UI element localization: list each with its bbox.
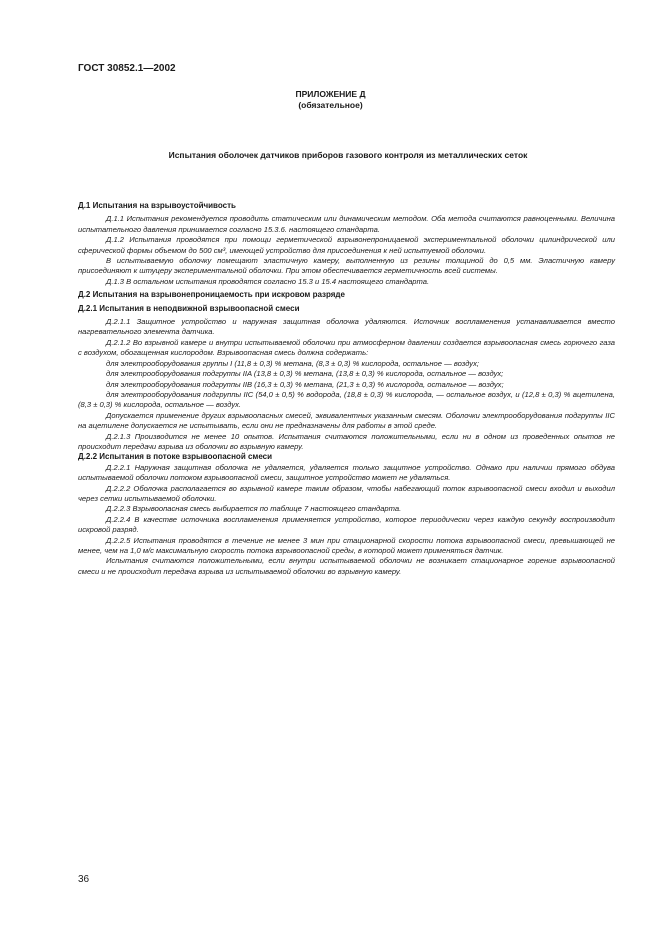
appendix-subtitle: (обязательное) — [298, 100, 363, 110]
paragraph: для электрооборудования подгруппы IIC (54,0 ± 0,5) % водорода, (18,8 ± 0,3) % кислорода, — остальное воздух, и (12,8 ± 0,3) % ацетилена, (8,3 ± 0,3) % кислорода, остальное — воздух. — [78, 389, 615, 410]
paragraph: Д.2.2.1 Наружная защитная оболочка не удаляется, удаляется только защитное устройство. Однако при наличии прямого обдува испытываемой оболочки потоком взрывоопасной смеси, защитное устройство может не удаляться. — [78, 462, 615, 483]
paragraph: Д.2.2.3 Взрывоопасная смесь выбирается по таблице 7 настоящего стандарта. — [106, 504, 402, 514]
paragraph: Д.2.2.4 В качестве источника воспламенения применяется устройство, которое периодически через каждую секунду воспроизводит искровой разряд. — [78, 514, 615, 535]
page-number: 36 — [78, 874, 90, 885]
paragraph: В испытываемую оболочку помещают эластичную камеру, выполненную из резины толщиной до 0,5 мм. Эластичную камеру присоединяют к штуцеру экспериментальной оболочки. При этом обеспечивается герметичность всей системы. — [78, 256, 615, 276]
paragraph: для электрооборудования подгруппы IIB (16,3 ± 0,3) % метана, (21,3 ± 0,3) % кислорода, остальное — воздух; — [106, 379, 504, 389]
paragraph: Д.1.1 Испытания рекомендуется проводить статическим или динамическим методом. Оба метода считаются равноценными. Величина испытательного давления принимается согласно 15.3.6. настоящего стандарта. — [78, 214, 615, 234]
paragraph: для электрооборудования подгруппы IIA (13,8 ± 0,3) % метана, (13,8 ± 0,3) % кислорода, остальное — воздух; — [106, 369, 504, 379]
document-body — [78, 201, 615, 577]
section-heading-d21: Д.2.1 Испытания в неподвижной взрывоопасной смеси — [78, 303, 300, 313]
paragraph: Д.2.1.1 Защитное устройство и наружная защитная оболочка удаляются. Источник воспламенения устанавливается вместо нагревательного элемента датчика. — [78, 317, 615, 337]
paragraph: Д.1.2 Испытания проводятся при помощи герметической взрывонепроницаемой экспериментальной оболочки цилиндрической или сферической формы объемом до 500 см³, имеющей устройство для присоединения к ней испытуемой оболочки. — [78, 235, 615, 255]
paragraph: Испытания считаются положительными, если внутри испытываемой оболочки не возникает стационарное горение взрывоопасной смеси и не происходит передача взрыва из испытываемой оболочки во взрывную камеру. — [78, 556, 615, 576]
document-title: Испытания оболочек датчиков приборов газового контроля из металлических сеток — [168, 150, 528, 160]
section-heading-d2: Д.2 Испытания на взрывонепроницаемость при искровом разряде — [78, 290, 345, 300]
appendix-title: ПРИЛОЖЕНИЕ Д — [295, 89, 366, 99]
section-heading-d22: Д.2.2 Испытания в потоке взрывоопасной смеси — [78, 452, 273, 462]
paragraph: Д.2.2.2 Оболочка располагается во взрывной камере таким образом, чтобы набегающий поток взрывоопасной смеси входил и выходил через сетки испытываемой оболочки. — [78, 483, 615, 503]
standard-header: ГОСТ 30852.1—2002 — [78, 63, 176, 74]
section-heading-d1: Д.1 Испытания на взрывоустойчивость — [78, 201, 236, 210]
paragraph: Д.2.2.5 Испытания проводятся в течение не менее 3 мин при стационарной скорости потока взрывоопасной смеси, превышающей не менее, чем на 1,0 м/с максимальную скорость потока взрывоопасной среды, в которой может применяться датчик. — [78, 535, 615, 555]
paragraph: Допускается применение других взрывоопасных смесей, эквивалентных указанным смесям. Оболочки электрооборудования подгруппы IIC на ацетилене допускается не испытывать, если они не предназначены для работы в этой среде. — [78, 410, 615, 431]
paragraph: Д.2.1.2 Во взрывной камере и внутри испытываемой оболочки при атмосферном давлении создается взрывоопасная смесь горючего газа с воздухом, обогащенная кислородом. Взрывоопасная смесь должна содержать: — [78, 337, 615, 358]
paragraph: Д.1.3 В остальном испытания проводятся согласно 15.3 и 15.4 настоящего стандарта. — [106, 276, 430, 286]
paragraph: Д.2.1.3 Производится не менее 10 опытов. Испытания считаются положительными, если ни в одном из проведенных опытов не происходит передачи взрыва из оболочки во взрывную камеру. — [78, 431, 615, 451]
paragraph: для электрооборудования группы I (11,8 ± 0,3) % метана, (8,3 ± 0,3) % кислорода, остальное — воздух; — [106, 358, 480, 368]
